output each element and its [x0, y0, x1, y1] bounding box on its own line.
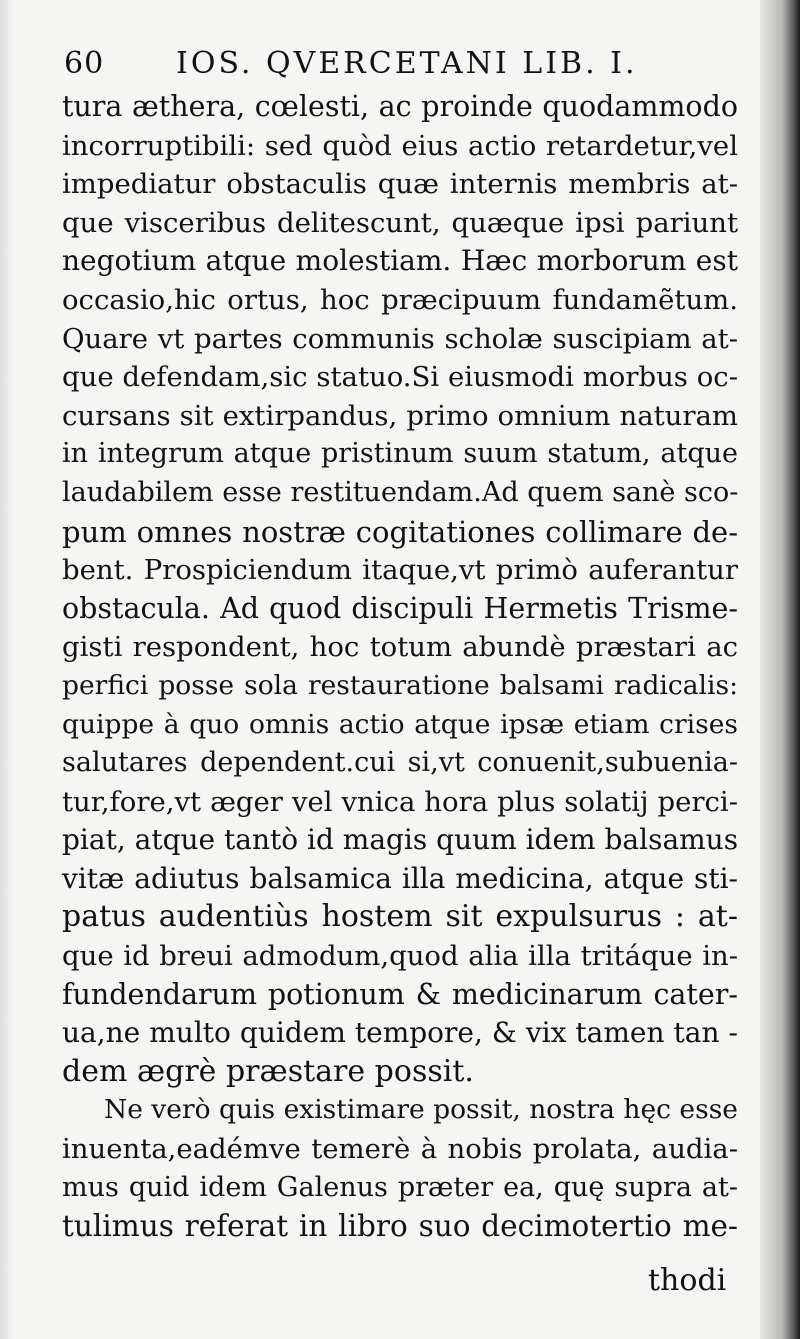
text-line: patus audentiùs hostem sit expulsurus : at-	[62, 899, 738, 935]
text-line: ua,ne multo quidem tempore, & vix tamen tan -	[62, 1016, 738, 1050]
text-line: fundendarum potionum & medicinarum cater-	[62, 977, 738, 1011]
text-line: piat, atque tantò id magis quum idem balsamus	[62, 823, 739, 857]
text-line: que id breui admodum,quod alia illa tritáque in-	[62, 940, 738, 973]
catchword: thodi	[648, 1263, 727, 1298]
text-line: in integrum atque pristinum suum statum, atque	[62, 438, 738, 470]
text-line: que visceribus delitescunt, quæque ipsi pariunt	[62, 206, 738, 239]
text-line: salutares dependent.cui si,vt conuenit,subuenia-	[62, 747, 738, 779]
text-line: gisti respondent, hoc totum abundè præstari ac	[62, 631, 738, 664]
text-line: occasio,hic ortus, hoc præcipuum fundamẽtum.	[62, 283, 738, 316]
text-line: mus quid idem Galenus præter ea, quę supra at-	[62, 1171, 738, 1203]
text-line: tulimus referat in libro suo decimotertio me-	[62, 1209, 738, 1244]
text-line-paragraph-start: Ne verò quis existimare possit, nostra hęc esse	[104, 1094, 738, 1126]
running-title: IOS. QVERCETANI LIB. I.	[176, 46, 638, 81]
book-spine-shadow	[760, 0, 800, 1339]
text-line: laudabilem esse restituendam.Ad quem sanè sco-	[62, 476, 739, 508]
page-left-edge	[0, 0, 14, 1339]
text-line: inuenta,eadémve temerè à nobis prolata, audia-	[62, 1133, 738, 1166]
text-line: pum omnes nostræ cogitationes collimare de-	[62, 514, 738, 549]
text-line: tur,fore,vt æger vel vnica hora plus solatij perci-	[62, 785, 738, 818]
text-line: Quare vt partes communis scholæ suscipiam at-	[62, 322, 738, 355]
text-line: quippe à quo omnis actio atque ipsæ etiam crises	[62, 708, 738, 740]
text-line-paragraph-end: dem ægrè præstare possit.	[62, 1053, 474, 1089]
text-line: tura æthera, cœlesti, ac proinde quodammodo	[62, 90, 738, 123]
text-line: incorruptibili: sed quòd eius actio retardetur,vel	[62, 129, 738, 162]
text-line: negotium atque molestiam. Hæc morborum est	[62, 244, 738, 278]
text-line: obstacula. Ad quod discipuli Hermetis Trisme-	[62, 591, 738, 625]
text-line: vitæ adiutus balsamica illa medicina, atque sti-	[62, 861, 738, 895]
text-line: perfici posse sola restauratione balsami radicalis:	[62, 669, 738, 701]
text-line: bent. Prospiciendum itaque,vt primò auferantur	[62, 554, 738, 587]
page-number: 60	[64, 46, 105, 81]
text-line: cursans sit extirpandus, primo omnium naturam	[62, 399, 738, 432]
page-header	[64, 40, 754, 88]
body-text	[62, 88, 738, 1246]
text-line: impediatur obstaculis quæ internis membris at-	[62, 168, 738, 201]
text-line: que defendam,sic statuo.Si eiusmodi morbus oc-	[62, 361, 738, 394]
